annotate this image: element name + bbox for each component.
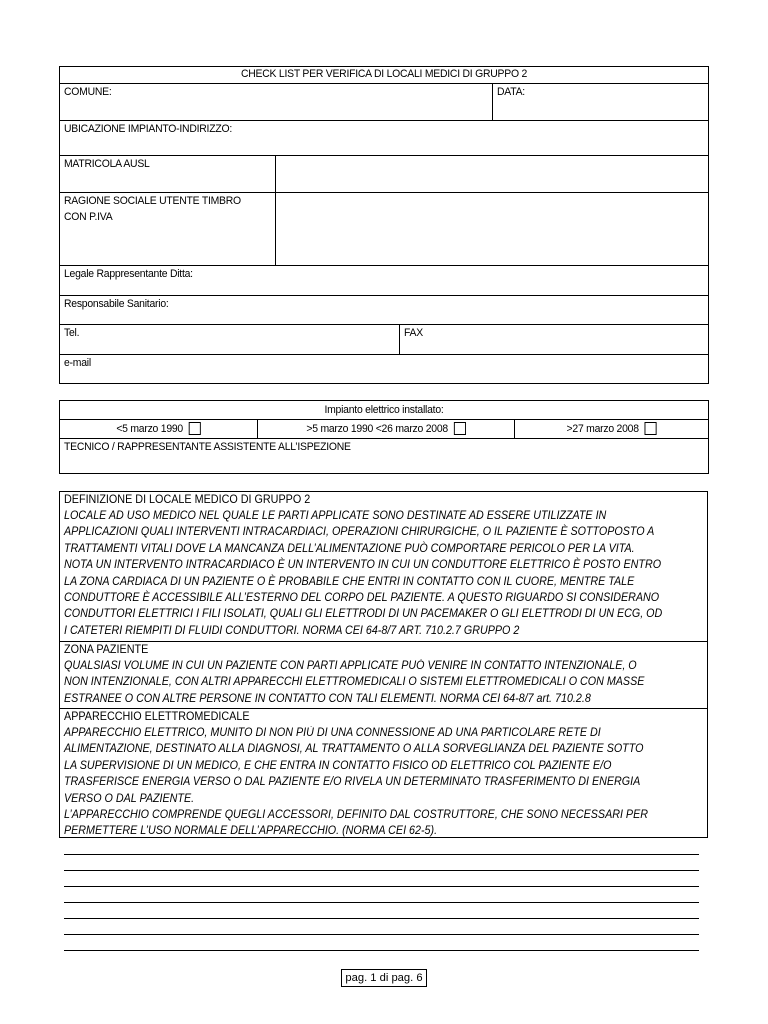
ragione-sociale-field[interactable] xyxy=(276,193,709,266)
impianto-option-2-checkbox[interactable] xyxy=(454,422,466,435)
responsabile-sanitario-label: Responsabile Sanitario: xyxy=(64,298,169,310)
notes-line[interactable] xyxy=(64,870,699,871)
form-title-cell xyxy=(60,67,709,84)
notes-line[interactable] xyxy=(64,902,699,903)
definition-locale-medico xyxy=(60,492,707,639)
page-number: pag. 1 di pag. 6 xyxy=(341,969,427,987)
definition-body xyxy=(64,658,655,707)
impianto-option-2-label: >5 marzo 1990 <26 marzo 2008 xyxy=(306,423,448,435)
email-label: e-mail xyxy=(64,357,91,369)
impianto-option-1[interactable] xyxy=(60,420,258,439)
definition-line: LOCALE AD USO MEDICO NEL QUALE LE PARTI APPLICATE SONO DESTINATE AD ESSERE UTILIZZATE IN xyxy=(64,509,607,522)
impianto-title-cell xyxy=(60,401,709,420)
email-field[interactable] xyxy=(60,355,709,384)
definition-heading: DEFINIZIONE DI LOCALE MEDICO DI GRUPPO 2 xyxy=(64,493,311,506)
definition-heading: ZONA PAZIENTE xyxy=(64,643,149,656)
definition-heading: APPARECCHIO ELETTROMEDICALE xyxy=(64,710,250,723)
definition-line: NON INTENZIONALE, CON ALTRI APPARECCHI ELETTROMEDICALI O SISTEMI ELETTROMEDICALI O CON MASSE xyxy=(64,675,645,689)
ragione-sociale-label-line1: RAGIONE SOCIALE UTENTE TIMBRO xyxy=(64,195,241,207)
definition-zona-paziente xyxy=(60,642,707,707)
definitions-box xyxy=(59,491,708,838)
definition-line: TRASFERISCE ENERGIA VERSO O DAL PAZIENTE E/O RIVELA UN DETERMINATO TRASFERIMENTO DI ENERGIA xyxy=(64,775,641,789)
impianto-table xyxy=(59,400,709,474)
definition-line: APPLICAZIONI QUALI INTERVENTI INTRACARDIACI, OPERAZIONI CHIRURGICHE, O IL PAZIENTE È SOTTOPOSTO A xyxy=(64,525,655,539)
definition-line: TRATTAMENTI VITALI DOVE LA MANCANZA DELL’ALIMENTAZIONE PUÒ COMPORTARE PERICOLO PER LA VITA. xyxy=(64,541,635,555)
definition-line: ESTRANEE O CON ALTRE PERSONE IN CONTATTO CON TALI ELEMENTI. NORMA CEI 64-8/7 art. 710.2.8 xyxy=(64,691,591,705)
responsabile-sanitario-field[interactable] xyxy=(60,296,709,325)
form-title: CHECK LIST PER VERIFICA DI LOCALI MEDICI DI GRUPPO 2 xyxy=(240,68,528,80)
definition-line: LA ZONA CARDIACA DI UN PAZIENTE O È PROBABILE CHE ENTRI IN CONTATTO CON IL CUORE, MENTRE TALE xyxy=(64,574,635,588)
notes-line[interactable] xyxy=(64,950,699,951)
header-form-table xyxy=(59,66,709,384)
impianto-option-3-checkbox[interactable] xyxy=(644,422,656,435)
definition-line: CONDUTTORI ELETTRICI I FILI ISOLATI, QUALI GLI ELETTRODI DI UN PACEMAKER O GLI ELETTRODI DI UN ECG, OD xyxy=(64,607,663,621)
definition-line: CONDUTTORE È ACCESSIBILE ALL’ESTERNO DEL CORPO DEL PAZIENTE. A QUESTO RIGUARDO SI CONSIDERANO xyxy=(64,591,660,605)
matricola-label: MATRICOLA AUSL xyxy=(64,158,150,170)
definition-line: ALIMENTAZIONE, DESTINATO ALLA DIAGNOSI, AL TRATTAMENTO O ALLA SORVEGLIANZA DEL PAZIENTE SOTTO xyxy=(64,742,644,756)
fax-label: FAX xyxy=(404,327,423,339)
definition-line: I CATETERI RIEMPITI DI FLUIDI CONDUTTORI. NORMA CEI 64-8/7 ART. 710.2.7 GRUPPO 2 xyxy=(64,623,520,637)
tecnico-label: TECNICO / RAPPRESENTANTE ASSISTENTE ALL’ISPEZIONE xyxy=(64,441,351,453)
fax-field[interactable] xyxy=(400,325,709,355)
notes-line[interactable] xyxy=(64,918,699,919)
notes-line[interactable] xyxy=(64,934,699,935)
definition-apparecchio xyxy=(60,709,707,840)
definition-line: APPARECCHIO ELETTRICO, MUNITO DI NON PIÙ DI UNA CONNESSIONE AD UNA PARTICOLARE RETE DI xyxy=(64,726,601,739)
data-label: DATA: xyxy=(497,86,525,98)
definition-line: NOTA UN INTERVENTO INTRACARDIACO È UN INTERVENTO IN CUI UN CONDUTTORE ELETTRICO È POSTO ENTRO xyxy=(64,558,662,572)
tecnico-field[interactable] xyxy=(60,439,709,474)
ubicazione-field[interactable] xyxy=(60,121,709,156)
tel-field[interactable] xyxy=(60,325,400,355)
definition-line: QUALSIASI VOLUME IN CUI UN PAZIENTE CON PARTI APPLICATE PUÒ VENIRE IN CONTATTO INTENZIONALE, O xyxy=(64,659,637,672)
ubicazione-label: UBICAZIONE IMPIANTO-INDIRIZZO: xyxy=(64,123,232,135)
comune-label: COMUNE: xyxy=(64,86,112,98)
impianto-option-1-label: <5 marzo 1990 xyxy=(116,423,183,435)
definition-line: L’APPARECCHIO COMPRENDE QUEGLI ACCESSORI, DEFINITO DAL COSTRUTTORE, CHE SONO NECESSARI PER xyxy=(64,808,648,822)
definition-body xyxy=(64,508,663,639)
matricola-label-cell xyxy=(60,156,276,193)
legale-rappresentante-field[interactable] xyxy=(60,266,709,296)
ragione-sociale-label-cell xyxy=(60,193,276,266)
impianto-option-2[interactable] xyxy=(258,420,515,439)
legale-rappresentante-label: Legale Rappresentante Ditta: xyxy=(64,268,193,280)
comune-field[interactable] xyxy=(60,84,493,121)
impianto-option-3-label: >27 marzo 2008 xyxy=(566,423,639,435)
definition-line: LA SUPERVISIONE DI UN MEDICO, E CHE ENTRA IN CONTATTO FISICO OD ELETTRICO COL PAZIENTE E/O xyxy=(64,758,612,772)
impianto-title: Impianto elettrico installato: xyxy=(324,404,444,416)
notes-line[interactable] xyxy=(64,854,699,855)
notes-line[interactable] xyxy=(64,886,699,887)
impianto-option-1-checkbox[interactable] xyxy=(189,422,201,435)
definition-body xyxy=(64,725,655,840)
ragione-sociale-label-line2: CON P.IVA xyxy=(64,211,113,223)
impianto-option-3[interactable] xyxy=(515,420,709,439)
definition-line: VERSO O DAL PAZIENTE. xyxy=(64,791,195,805)
data-field[interactable] xyxy=(493,84,709,121)
definition-line: PERMETTERE L’USO NORMALE DELL’APPARECCHIO. (NORMA CEI 62-5). xyxy=(64,824,438,838)
tel-label: Tel. xyxy=(64,327,80,339)
matricola-field[interactable] xyxy=(276,156,709,193)
